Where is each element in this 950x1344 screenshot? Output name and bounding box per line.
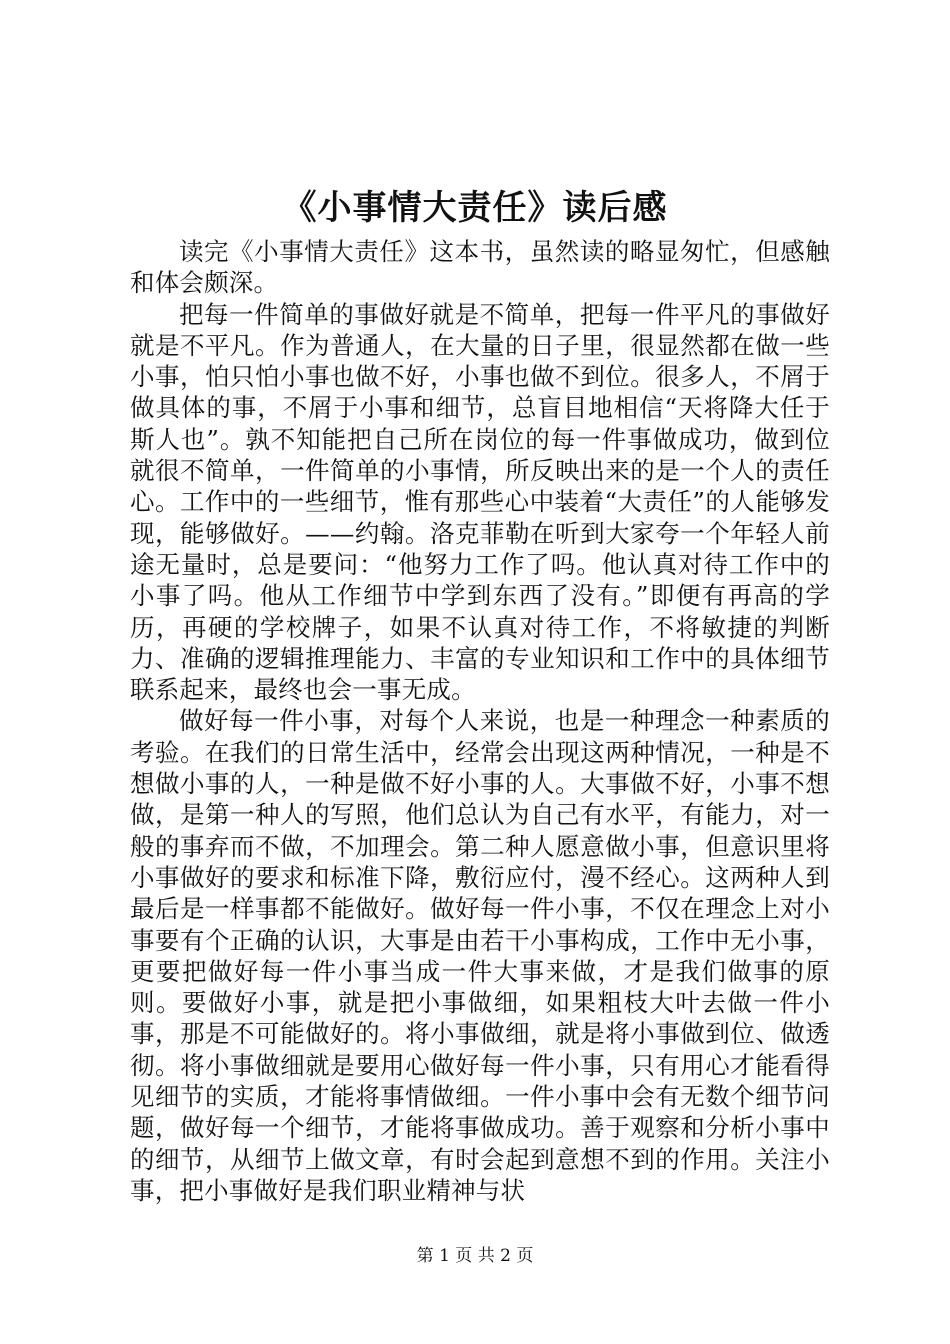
document-title: 《小事情大责任》读后感 bbox=[282, 188, 668, 228]
document-body bbox=[130, 236, 830, 1206]
paragraph-1: 读完《小事情大责任》这本书，虽然读的略显匆忙，但感触和体会颇深。 bbox=[130, 237, 830, 298]
paragraph-2: 把每一件简单的事做好就是不简单，把每一件平凡的事做好就是不平凡。作为普通人，在大量的日子里，很显然都在做一些小事，怕只怕小事也做不好，小事也做不到位。很多人，不屑于做具体的事，不屑于小事和细节，总盲目地相信“天将降大任于斯人也”。孰不知能把自己所在岗位的每一件事做成功，做到位就很不简单，一件简单的小事情，所反映出来的是一个人的责任心。工作中的一些细节，惟有那些心中装着“大责任”的人能够发现，能够做好。——约翰。洛克菲勒在听到大家夸一个年轻人前途无量时，总是要问：“他努力工作了吗。他认真对待工作中的小事了吗。他从工作细节中学到东西了没有。”即便有再高的学历，再硬的学校牌子，如果不认真对待工作，不将敏捷的判断力、准确的逻辑推理能力、丰富的专业知识和工作中的具体细节联系起来，最终也会一事无成。 bbox=[130, 299, 830, 705]
paragraph-3: 做好每一件小事，对每个人来说，也是一种理念一种素质的考验。在我们的日常生活中，经常会出现这两种情况，一种是不想做小事的人，一种是做不好小事的人。大事做不好，小事不想做，是第一种人的写照，他们总认为自己有水平，有能力，对一般的事弃而不做，不加理会。第二种人愿意做小事，但意识里将小事做好的要求和标准下降，敷衍应付，漫不经心。这两种人到最后是一样事都不能做好。做好每一件小事，不仅在理念上对小事要有个正确的认识，大事是由若干小事构成，工作中无小事，更要把做好每一件小事当成一件大事来做，才是我们做事的原则。要做好小事，就是把小事做细，如果粗枝大叶去做一件小事，那是不可能做好的。将小事做细，就是将小事做到位、做透彻。将小事做细就是要用心做好每一件小事，只有用心才能看得见细节的实质，才能将事情做细。一件小事中会有无数个细节问题，做好每一个细节，才能将事做成功。善于观察和分析小事中的细节，从细节上做文章，有时会起到意想不到的作用。关注小事，把小事做好是我们职业精神与状 bbox=[130, 706, 830, 1205]
page-number: 第 1 页 共 2 页 bbox=[416, 1246, 534, 1266]
